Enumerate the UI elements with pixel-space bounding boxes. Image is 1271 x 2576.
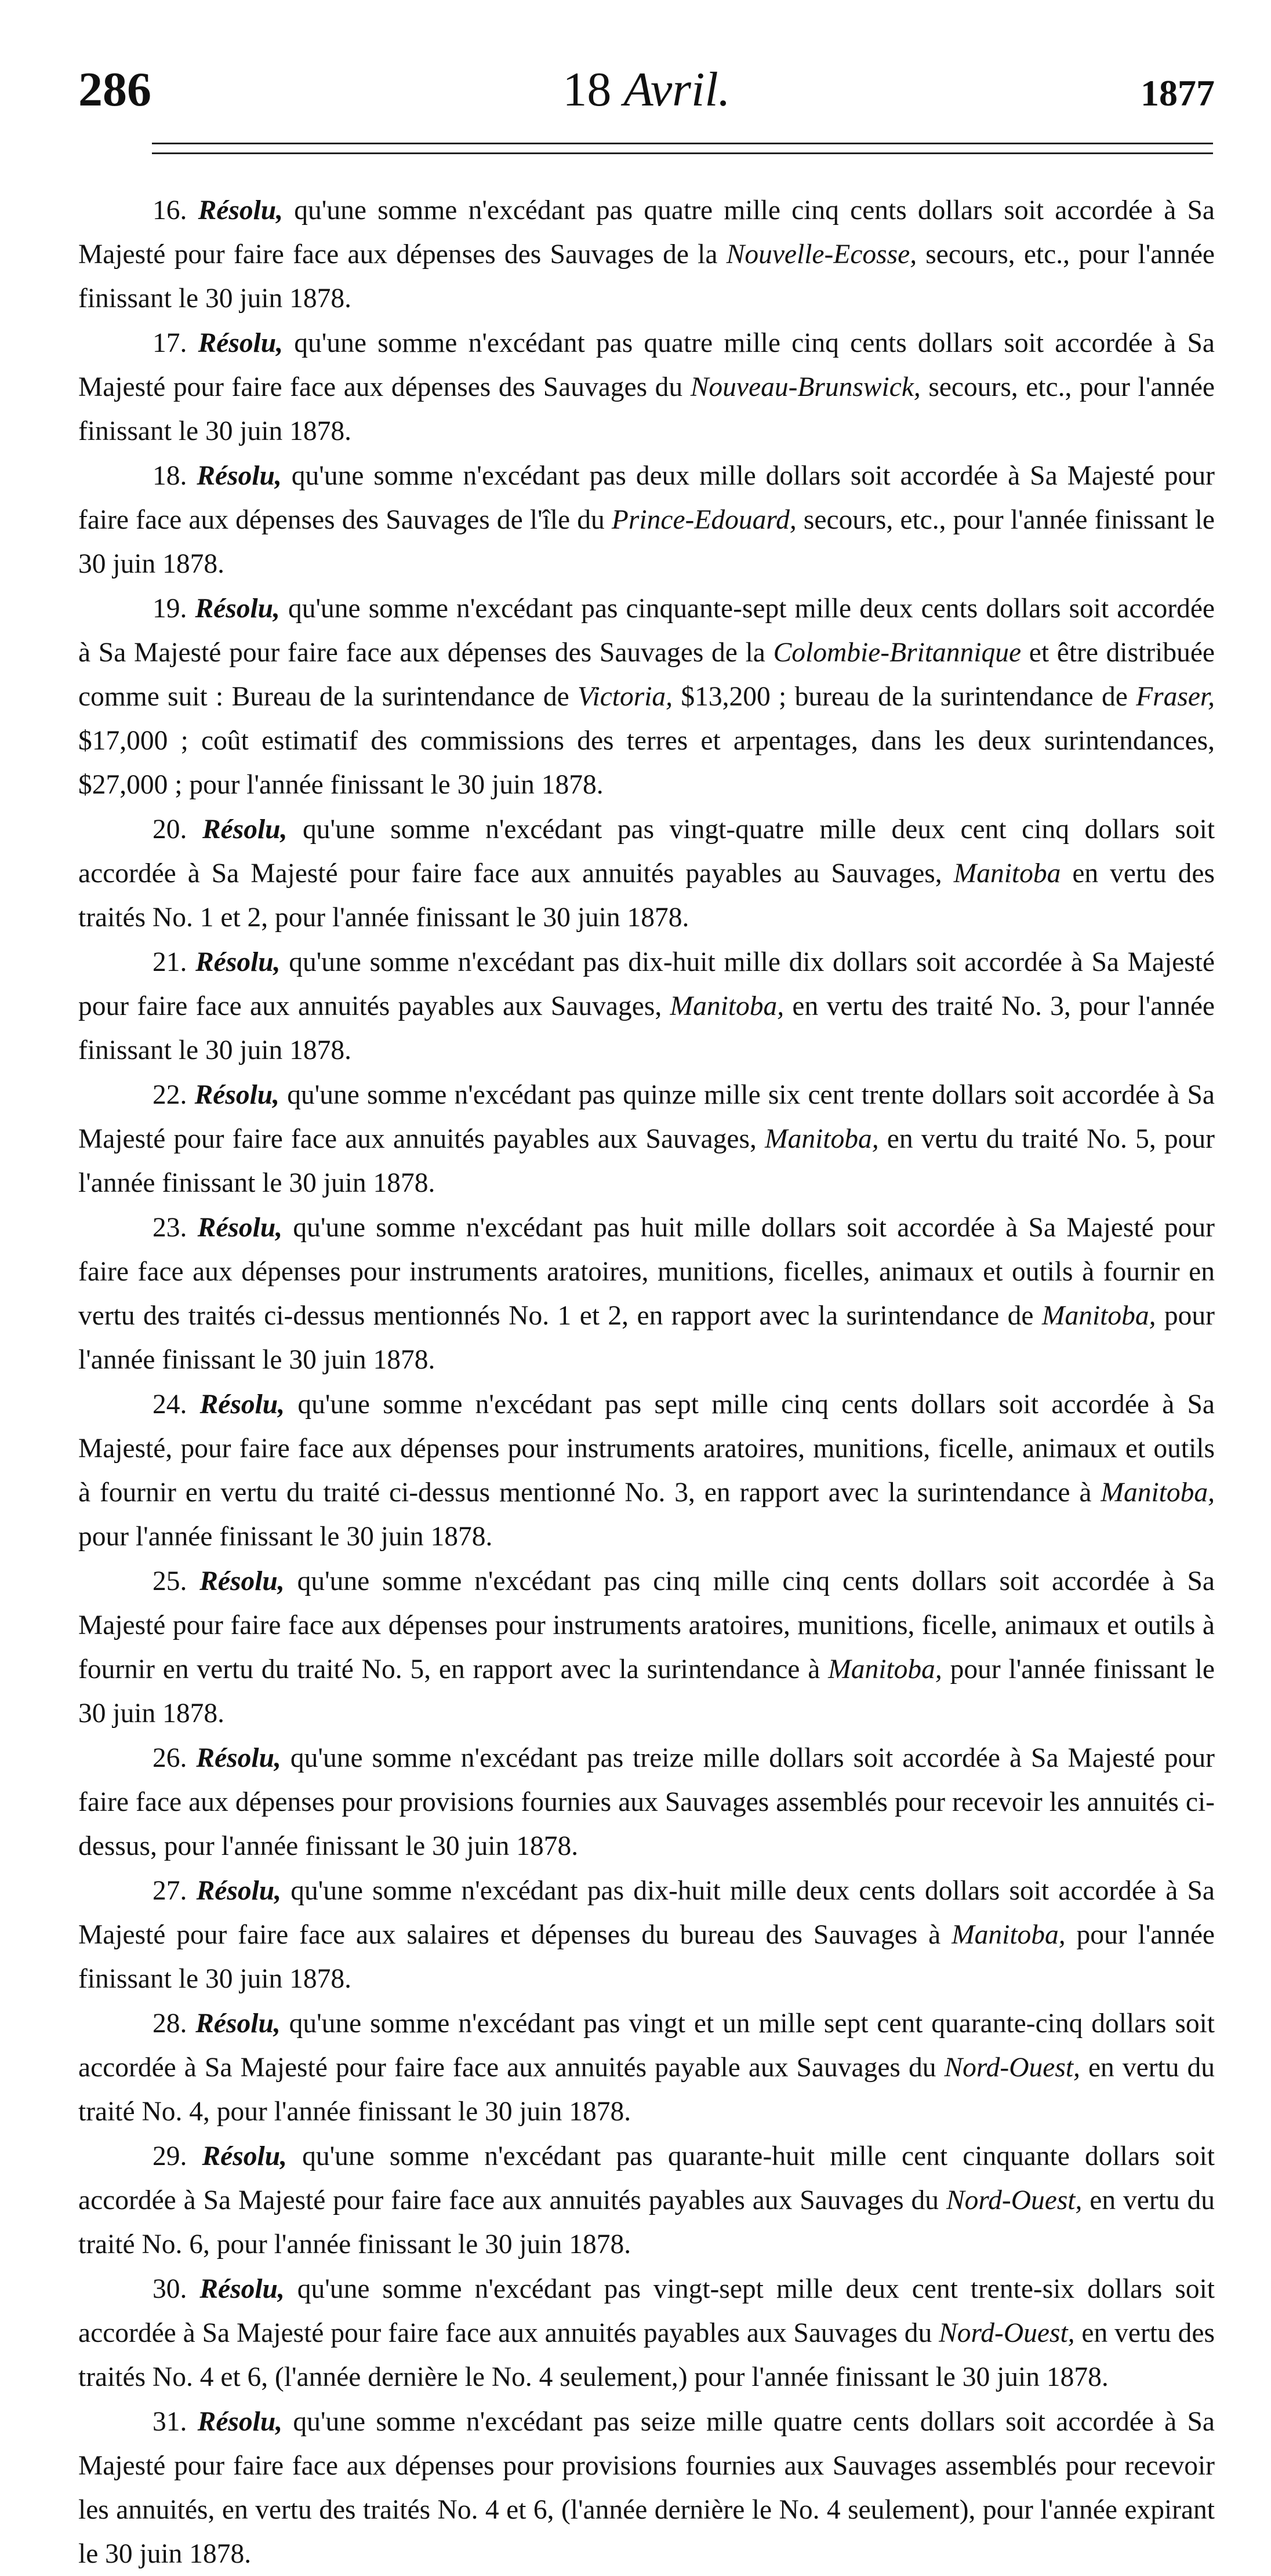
resolution-text: qu'une somme n'excédant pas treize mille dollars soit accordée à Sa Majesté pour faire face aux dépenses pour provisions fournies aux Sauvages assemblés pour recevoir les annuités ci-dessus, pour l'année finissant le 30 juin 1878. bbox=[78, 1743, 1215, 1861]
resolution-20 bbox=[78, 807, 1215, 940]
resolu-label: Résolu, bbox=[197, 1213, 283, 1243]
resolu-label: Résolu, bbox=[196, 1743, 281, 1773]
resolution-number: 22. bbox=[152, 1080, 187, 1110]
resolution-text-end: pour l'année finissant le 30 juin 1878. bbox=[78, 1654, 1215, 1729]
place-name: Nord-Ouest, bbox=[939, 2318, 1075, 2348]
resolution-number: 24. bbox=[152, 1389, 187, 1420]
resolution-23 bbox=[78, 1206, 1215, 1382]
resolution-text-mid2: $13,200 ; bureau de la surintendance de bbox=[673, 682, 1136, 712]
resolution-number: 20. bbox=[152, 814, 187, 845]
resolution-text-end: en vertu des traités No. 4 et 6, (l'année dernière le No. 4 seulement,) pour l'année finissant le 30 juin 1878. bbox=[78, 2318, 1215, 2392]
resolution-text: qu'une somme n'excédant pas quatre mille cinq cents dollars soit accordée à Sa Majesté pour faire face aux dépenses des Sauvages du bbox=[78, 328, 1215, 402]
resolu-label: Résolu, bbox=[197, 2407, 283, 2437]
resolution-text-end: en vertu des traités No. 1 et 2, pour l'année finissant le 30 juin 1878. bbox=[78, 858, 1215, 933]
resolution-text: qu'une somme n'excédant pas sept mille cinq cents dollars soit accordée à Sa Majesté, pour faire face aux dépenses pour instruments aratoires, munitions, ficelle, animaux et outils à fournir en vertu du traité ci-dessus mentionné No. 3, en rapport avec la surintendance à bbox=[78, 1389, 1215, 1508]
place-name: Nouvelle-Ecosse, bbox=[726, 239, 917, 270]
place-name: Manitoba, bbox=[1101, 1478, 1215, 1508]
resolution-29 bbox=[78, 2134, 1215, 2266]
resolution-text-end: pour l'année finissant le 30 juin 1878. bbox=[78, 1522, 493, 1552]
resolution-number: 30. bbox=[152, 2274, 187, 2304]
resolu-label: Résolu, bbox=[195, 594, 280, 624]
place-name: Nord-Ouest, bbox=[946, 2185, 1083, 2215]
resolution-30 bbox=[78, 2267, 1215, 2399]
resolution-28 bbox=[78, 2002, 1215, 2134]
page-date bbox=[78, 58, 1215, 122]
resolution-31 bbox=[78, 2400, 1215, 2576]
resolution-21 bbox=[78, 940, 1215, 1072]
resolution-text: qu'une somme n'excédant pas cinquante-sept mille deux cents dollars soit accordée à Sa Majesté pour faire face aux dépenses des Sauvages de la bbox=[78, 594, 1215, 668]
resolution-number: 29. bbox=[152, 2141, 187, 2171]
resolu-label: Résolu, bbox=[196, 1876, 282, 1906]
resolution-text: qu'une somme n'excédant pas deux mille dollars soit accordée à Sa Majesté pour faire face aux dépenses des Sauvages de l'île du bbox=[78, 461, 1215, 535]
resolution-number: 28. bbox=[152, 2009, 187, 2039]
resolution-text: qu'une somme n'excédant pas huit mille dollars soit accordée à Sa Majesté pour faire face aux dépenses pour instruments aratoires, munitions, ficelles, animaux et outils à fournir en vertu des traités ci-dessus mentionnés No. 1 et 2, en rapport avec la surintendance de bbox=[78, 1213, 1215, 1331]
resolution-26 bbox=[78, 1736, 1215, 1868]
resolution-text: qu'une somme n'excédant pas cinq mille cinq cents dollars soit accordée à Sa Majesté pour faire face aux dépenses pour instruments aratoires, munitions, ficelle, animaux et outils à fournir en vertu du traité No. 5, en rapport avec la surintendance à bbox=[78, 1566, 1215, 1684]
resolution-25 bbox=[78, 1559, 1215, 1735]
resolution-number: 16. bbox=[152, 195, 187, 225]
resolution-text: qu'une somme n'excédant pas vingt et un mille sept cent quarante-cinq dollars soit accordée à Sa Majesté pour faire face aux annuités payable aux Sauvages du bbox=[78, 2009, 1215, 2083]
date-day: 18 bbox=[562, 63, 612, 117]
place-name-fraser: Fraser, bbox=[1136, 682, 1215, 712]
resolu-label: Résolu, bbox=[198, 195, 284, 225]
resolution-text-end: secours, etc., pour l'année finissant le 30 juin 1878. bbox=[78, 372, 1215, 446]
resolution-number: 26. bbox=[152, 1743, 187, 1773]
place-name: Manitoba, bbox=[670, 991, 785, 1021]
resolu-label: Résolu, bbox=[199, 1389, 285, 1420]
resolution-number: 27. bbox=[152, 1876, 187, 1906]
resolution-number: 23. bbox=[152, 1213, 187, 1243]
header-rule-bottom bbox=[152, 152, 1213, 154]
page-number: 286 bbox=[78, 63, 151, 117]
resolution-18 bbox=[78, 454, 1215, 586]
place-name-victoria: Victoria, bbox=[578, 682, 673, 712]
resolution-text-end: $17,000 ; coût estimatif des commissions des terres et arpentages, dans les deux surintendances, $27,000 ; pour l'année finissant le 30 juin 1878. bbox=[78, 726, 1215, 800]
resolution-text-end: pour l'année finissant le 30 juin 1878. bbox=[78, 1301, 1215, 1375]
resolution-24 bbox=[78, 1382, 1215, 1559]
resolu-label: Résolu, bbox=[197, 461, 282, 491]
place-name: Nouveau-Brunswick, bbox=[690, 372, 921, 402]
resolution-19 bbox=[78, 587, 1215, 807]
resolution-text-end: pour l'année finissant le 30 juin 1878. bbox=[78, 1920, 1215, 1994]
resolution-number: 21. bbox=[152, 947, 187, 977]
resolution-number: 25. bbox=[152, 1566, 187, 1596]
resolu-label: Résolu, bbox=[198, 328, 284, 358]
resolu-label: Résolu, bbox=[202, 2141, 287, 2171]
page-year: 1877 bbox=[1141, 72, 1215, 114]
place-name: Prince-Edouard, bbox=[611, 505, 797, 535]
place-name: Nord-Ouest, bbox=[944, 2053, 1080, 2083]
resolution-text-end: secours, etc., pour l'année finissant le 30 juin 1878. bbox=[78, 505, 1215, 579]
resolution-22 bbox=[78, 1073, 1215, 1205]
resolution-text-end: en vertu du traité No. 6, pour l'année finissant le 30 juin 1878. bbox=[78, 2185, 1215, 2260]
resolu-label: Résolu, bbox=[194, 1080, 280, 1110]
resolu-label: Résolu, bbox=[195, 947, 281, 977]
resolution-text: qu'une somme n'excédant pas seize mille quatre cents dollars soit accordée à Sa Majesté pour faire face aux dépenses pour provisions fournies aux Sauvages assemblés pour recevoir les annuités, en vertu des traités No. 4 et 6, (l'année dernière le No. 4 seulement), pour l'année expirant le 30 juin 1878. bbox=[78, 2407, 1215, 2569]
resolution-number: 18. bbox=[152, 461, 187, 491]
place-name: Manitoba, bbox=[828, 1654, 942, 1684]
resolu-label: Résolu, bbox=[199, 1566, 285, 1596]
resolution-17 bbox=[78, 321, 1215, 453]
resolution-text-end: en vertu des traité No. 3, pour l'année finissant le 30 juin 1878. bbox=[78, 991, 1215, 1065]
resolution-number: 17. bbox=[152, 328, 187, 358]
resolution-text-end: en vertu du traité No. 4, pour l'année finissant le 30 juin 1878. bbox=[78, 2053, 1215, 2127]
resolu-label: Résolu, bbox=[199, 2274, 285, 2304]
header-rule-top bbox=[152, 143, 1213, 144]
resolution-16 bbox=[78, 188, 1215, 321]
page-header bbox=[78, 58, 1215, 122]
resolution-text: qu'une somme n'excédant pas dix-huit mille deux cents dollars soit accordée à Sa Majesté pour faire face aux salaires et dépenses du bureau des Sauvages à bbox=[78, 1876, 1215, 1950]
resolution-text-mid: et être distribuée comme suit : Bureau de la surintendance de bbox=[78, 638, 1215, 712]
resolution-number: 19. bbox=[152, 594, 187, 624]
place-name: Manitoba, bbox=[1041, 1301, 1156, 1331]
resolution-text: qu'une somme n'excédant pas quarante-huit mille cent cinquante dollars soit accordée à Sa Majesté pour faire face aux annuités payables aux Sauvages du bbox=[78, 2141, 1215, 2215]
resolu-label: Résolu, bbox=[195, 2009, 281, 2039]
resolution-text-end: secours, etc., pour l'année finissant le 30 juin 1878. bbox=[78, 239, 1215, 314]
resolution-text: qu'une somme n'excédant pas quatre mille cinq cents dollars soit accordée à Sa Majesté pour faire face aux dépenses des Sauvages de la bbox=[78, 195, 1215, 270]
resolu-label: Résolu, bbox=[202, 814, 288, 845]
resolution-text: qu'une somme n'excédant pas dix-huit mille dix dollars soit accordée à Sa Majesté pour faire face aux annuités payables aux Sauvages, bbox=[78, 947, 1215, 1021]
resolution-text-end: en vertu du traité No. 5, pour l'année finissant le 30 juin 1878. bbox=[78, 1124, 1215, 1198]
place-name: Manitoba, bbox=[952, 1920, 1066, 1950]
resolution-text: qu'une somme n'excédant pas vingt-sept mille deux cent trente-six dollars soit accordée à Sa Majesté pour faire face aux annuités payables aux Sauvages du bbox=[78, 2274, 1215, 2348]
resolution-27 bbox=[78, 1869, 1215, 2001]
place-name: Manitoba, bbox=[765, 1124, 879, 1154]
resolution-number: 31. bbox=[152, 2407, 187, 2437]
resolution-text: qu'une somme n'excédant pas vingt-quatre mille deux cent cinq dollars soit accordée à Sa Majesté pour faire face aux annuités payables au Sauvages, bbox=[78, 814, 1215, 889]
resolution-text: qu'une somme n'excédant pas quinze mille six cent trente dollars soit accordée à Sa Majesté pour faire face aux annuités payables aux Sauvages, bbox=[78, 1080, 1215, 1154]
date-month: Avril. bbox=[623, 63, 731, 117]
resolutions-text bbox=[78, 188, 1215, 2576]
place-name: Colombie-Britannique bbox=[773, 638, 1022, 668]
place-name: Manitoba bbox=[953, 858, 1061, 889]
